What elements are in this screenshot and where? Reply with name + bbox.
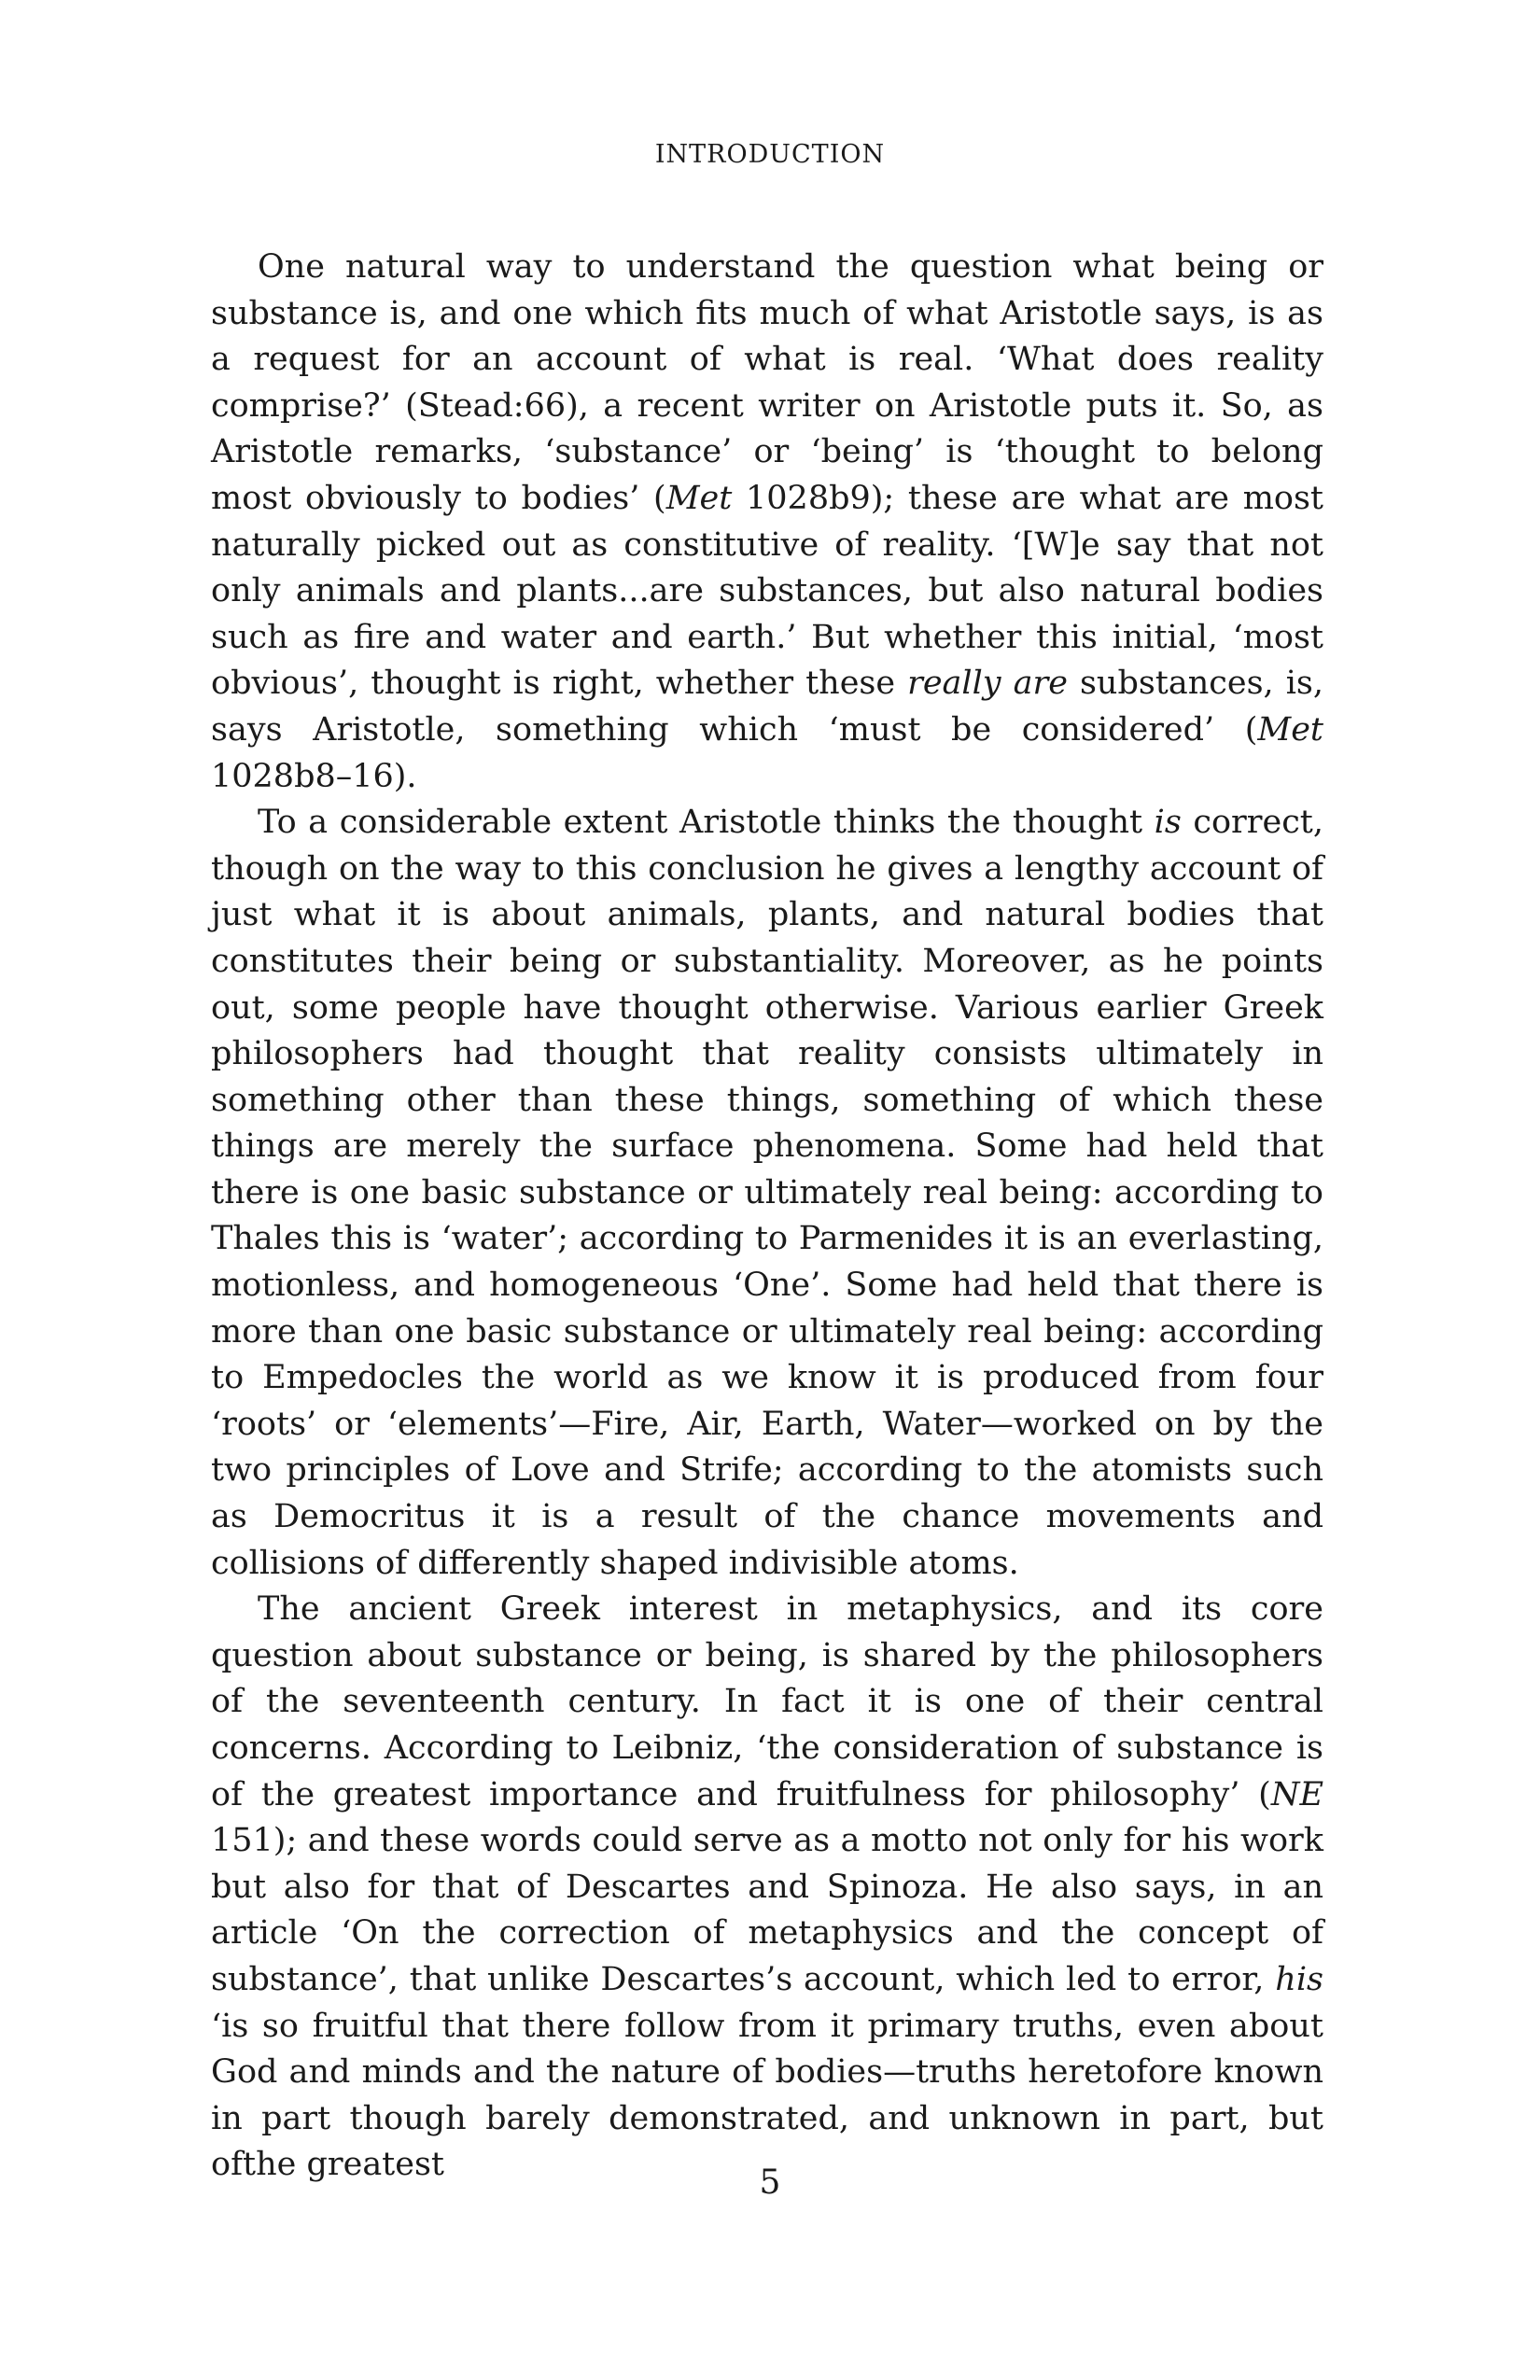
body-text [211,245,1323,2189]
running-head: INTRODUCTION [654,140,886,169]
text-run: substances, is, says Aristotle, something which ‘must be considered’ ( [211,665,1323,749]
italic-emphasis: is [1154,804,1182,842]
italic-citation: Met [1257,710,1323,749]
paragraph [211,800,1323,1587]
text-run: One natural way to understand the question what being or substance is, and one which fits much of what Aristotle says, is as a request for an account of what is real. ‘What does reality comprise?’ (Stead:66), a recent writer on Aristotle puts it. So, as Aristotle remarks, ‘substance’ or ‘being’ is ‘thought to belong most obviously to bodies’ ( [211,248,1323,517]
paragraph [211,1587,1323,2189]
italic-emphasis: his [1275,1960,1323,1998]
text-run: The ancient Greek interest in metaphysics, and its core question about substance or being, is shared by the philosophers of the seventeenth century. In fact it is one of their central concerns. According to Leibniz, ‘the consideration of substance is of the greatest importance and fruitfulness for philosophy’ ( [211,1590,1323,1813]
text-run: correct, though on the way to this conclusion he gives a lengthy account of just what it is about animals, plants, and natural bodies that constitutes their being or substantiality. Moreover, as he points out, some people have thought otherwise. Various earlier Greek philosophers had thought that reality consists ultimately in something other than these things, something of which these things are merely the surface phenomena. Some had held that there is one basic substance or ultimately real being: according to Thales this is ‘water’; according to Parmenides it is an everlasting, motionless, and homogeneous ‘One’. Some had held that there is more than one basic substance or ultimately real being: according to Empedocles the world as we know it is produced from four ‘roots’ or ‘elements’—Fire, Air, Earth, Water—worked on by the two principles of Love and Strife; according to the atomists such as Democritus it is a result of the chance movements and collisions of differently shaped indivisible atoms. [211,804,1323,1582]
page-number: 5 [759,2163,781,2202]
paragraph [211,245,1323,800]
italic-emphasis: really are [907,665,1068,703]
text-run: To a considerable extent Aristotle thinks the thought [258,804,1155,842]
text-run: 1028b9); these are what are most naturally picked out as constitutive of reality. ‘[W]e say that not only animals and plants...are substances, but also natural bodies such as fire and water and earth.’ But whether this initial, ‘most obvious’, thought is right, whether these [211,479,1323,703]
italic-citation: NE [1270,1775,1323,1813]
text-run: 1028b8–16). [211,757,417,795]
text-run: 151); and these words could serve as a motto not only for his work but also for that of Descartes and Spinoza. He also says, in an article ‘On the correction of metaphysics and the concept of substance’, that unlike Descartes’s account, which led to error, [211,1822,1323,1998]
text-run: ‘is so fruitful that there follow from it primary truths, even about God and minds and the nature of bodies—truths heretofore known in part though barely demonstrated, and unknown in part, but ofthe greatest [211,2007,1323,2184]
italic-citation: Met [665,479,733,517]
